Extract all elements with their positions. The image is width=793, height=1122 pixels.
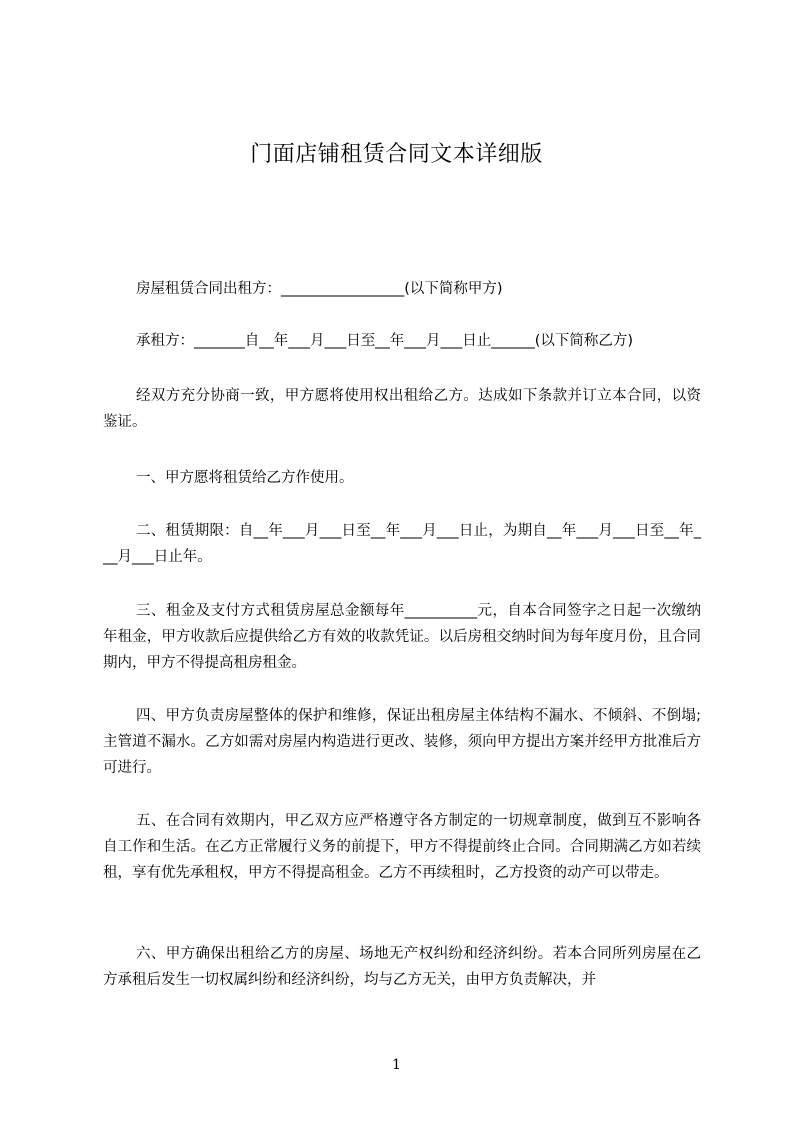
page-number: 1 xyxy=(392,1057,401,1073)
preamble-paragraph: 经双方充分协商一致，甲方愿将使用权出租给乙方。达成如下条款并订立本合同，以资鉴证。 xyxy=(103,388,701,430)
lessee-paragraph: 承租方：_______自__年___月___日至__年___月___日止______(以下简称乙方) xyxy=(136,333,634,349)
clause-2-paragraph: 二、租赁期限：自__年___月___日至__年___月___日止，为期自__年___月___日至__年___月___日止年。 xyxy=(103,523,701,565)
clause-6-paragraph: 六、甲方确保出租给乙方的房屋、场地无产权纠纷和经济纠纷。若本合同所列房屋在乙方承租后发生一切权属纠纷和经济纠纷，均与乙方无关，由甲方负责解决，并 xyxy=(103,946,701,988)
clause-1-paragraph: 一、甲方愿将租赁给乙方作使用。 xyxy=(136,470,354,486)
clause-5-paragraph: 五、在合同有效期内，甲乙双方应严格遵守各方制定的一切规章制度，做到互不影响各自工作和生活。在乙方正常履行义务的前提下，甲方不得提前终止合同。合同期满乙方如若续租，享有优先承租权，甲方不得提高租金。乙方不再续租时，乙方投资的动产可以带走。 xyxy=(103,813,701,881)
clause-3-paragraph: 三、租金及支付方式租赁房屋总金额每年__________元，自本合同签字之日起一次缴纳年租金，甲方收款后应提供给乙方有效的收款凭证。以后房租交纳时间为每年度月份，且合同期内，甲方不得提高租房租金。 xyxy=(103,603,701,671)
document-title: 门面店铺租赁合同文本详细版 xyxy=(250,142,543,167)
lessor-paragraph: 房屋租赁合同出租方：_________________(以下简称甲方) xyxy=(136,281,503,297)
clause-4-paragraph: 四、甲方负责房屋整体的保护和维修，保证出租房屋主体结构不漏水、不倾斜、不倒塌;主管道不漏水。乙方如需对房屋内构造进行更改、装修，须向甲方提出方案并经甲方批准后方可进行。 xyxy=(103,708,701,776)
